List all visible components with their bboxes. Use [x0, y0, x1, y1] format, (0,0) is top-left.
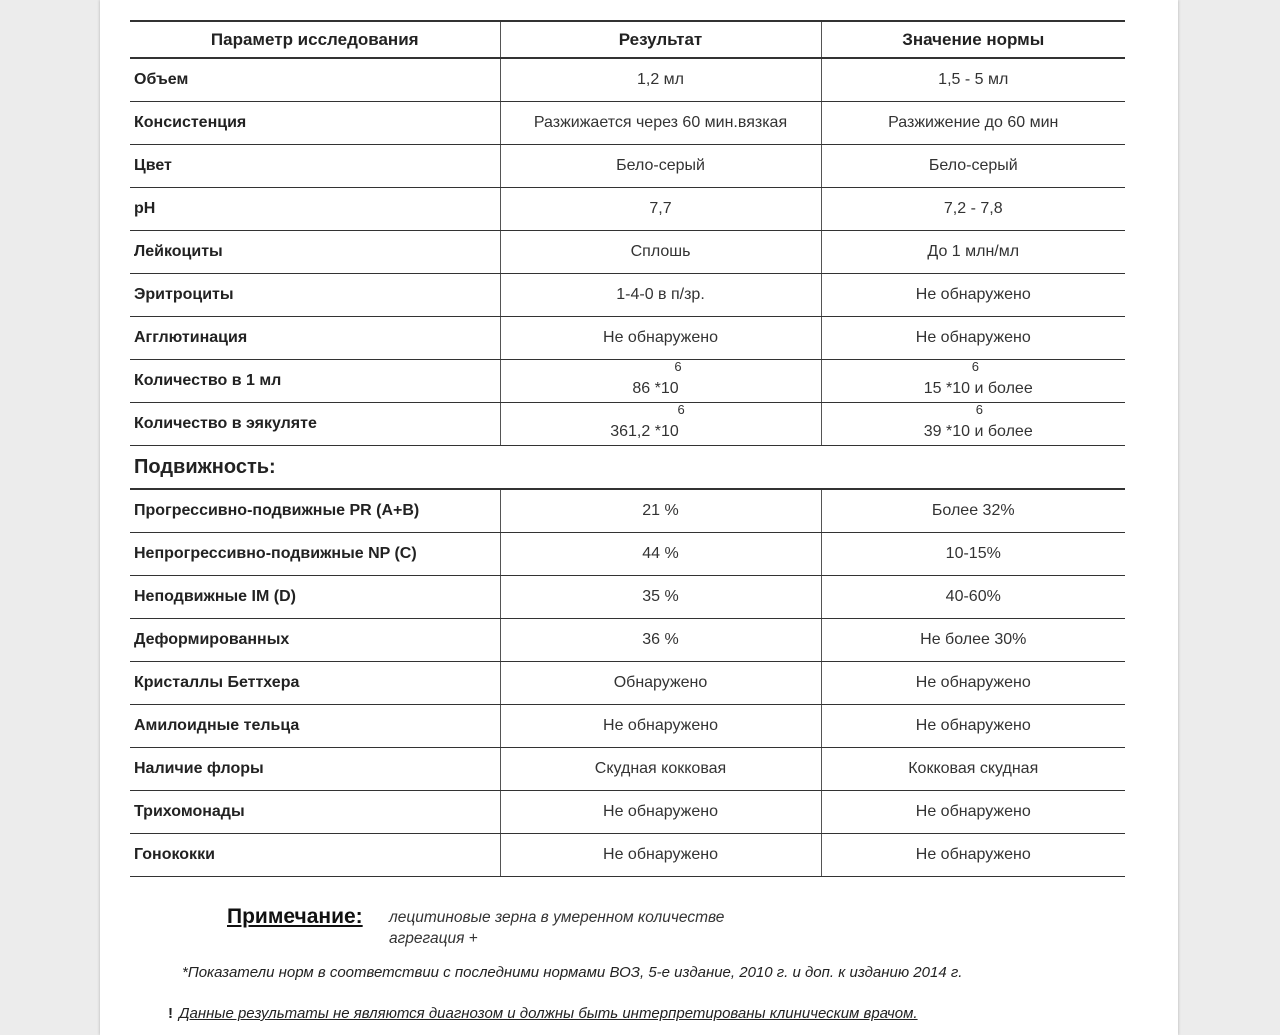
value-mantissa: 39 *10 — [923, 423, 971, 440]
section-title: Подвижность: — [130, 446, 1125, 490]
note-line: агрегация + — [389, 930, 478, 947]
row-norm: Не обнаружено — [821, 317, 1125, 360]
disclaimer — [168, 1005, 918, 1022]
scientific-value — [923, 402, 1033, 441]
value-exponent: 6 — [975, 402, 983, 417]
row-result: Разжижается через 60 мин.вязкая — [500, 102, 821, 145]
row-param: Амилоидные тельца — [130, 705, 500, 748]
value-exponent: 6 — [971, 359, 979, 374]
footnote: *Показатели норм в соответствии с последними нормами ВОЗ, 5-е издание, 2010 г. и доп. к изданию 2014 г. — [182, 964, 963, 981]
scientific-value — [610, 402, 685, 441]
table-row — [130, 274, 1125, 317]
row-norm: Более 32% — [821, 489, 1125, 533]
note-text — [389, 907, 724, 949]
table-row — [130, 533, 1125, 576]
note-line: лецитиновые зерна в умеренном количестве — [389, 909, 725, 926]
row-param: Наличие флоры — [130, 748, 500, 791]
row-result: Не обнаружено — [500, 791, 821, 834]
row-param: Консистенция — [130, 102, 500, 145]
row-norm: 40-60% — [821, 576, 1125, 619]
row-result: Обнаружено — [500, 662, 821, 705]
row-norm — [821, 360, 1125, 403]
value-exponent: 6 — [677, 402, 685, 417]
row-param: Непрогрессивно-подвижные NP (C) — [130, 533, 500, 576]
row-param: Количество в эякуляте — [130, 403, 500, 446]
table-row — [130, 619, 1125, 662]
row-norm: Не обнаружено — [821, 705, 1125, 748]
table-row — [130, 705, 1125, 748]
table-row — [130, 360, 1125, 403]
row-norm — [821, 403, 1125, 446]
row-norm: 10-15% — [821, 533, 1125, 576]
row-result: Не обнаружено — [500, 834, 821, 877]
row-param: pH — [130, 188, 500, 231]
value-mantissa: 86 *10 — [632, 380, 679, 397]
table-row — [130, 102, 1125, 145]
row-result: 36 % — [500, 619, 821, 662]
row-norm: Не обнаружено — [821, 834, 1125, 877]
table-row — [130, 834, 1125, 877]
scientific-value — [632, 359, 682, 398]
header-norm: Значение нормы — [821, 21, 1125, 58]
row-param: Трихомонады — [130, 791, 500, 834]
row-result: 1-4-0 в п/зр. — [500, 274, 821, 317]
table-header-row — [130, 21, 1125, 58]
row-result: Не обнаружено — [500, 317, 821, 360]
row-result: Не обнаружено — [500, 705, 821, 748]
row-norm: До 1 млн/мл — [821, 231, 1125, 274]
row-norm: Бело-серый — [821, 145, 1125, 188]
row-norm: Кокковая скудная — [821, 748, 1125, 791]
row-param: Кристаллы Беттхера — [130, 662, 500, 705]
results-table — [130, 20, 1125, 877]
value-exponent: 6 — [674, 359, 682, 374]
row-param: Агглютинация — [130, 317, 500, 360]
document-page — [100, 0, 1178, 1035]
row-param: Гонококки — [130, 834, 500, 877]
row-norm: Не более 30% — [821, 619, 1125, 662]
row-result: Сплошь — [500, 231, 821, 274]
table-row — [130, 58, 1125, 102]
table-row — [130, 489, 1125, 533]
table-row — [130, 403, 1125, 446]
table-row — [130, 317, 1125, 360]
row-result: 44 % — [500, 533, 821, 576]
row-param: Количество в 1 мл — [130, 360, 500, 403]
row-norm: Не обнаружено — [821, 274, 1125, 317]
header-result: Результат — [500, 21, 821, 58]
row-norm: Не обнаружено — [821, 791, 1125, 834]
table-row — [130, 231, 1125, 274]
table-row — [130, 662, 1125, 705]
value-suffix: и более — [974, 380, 1033, 397]
table-row — [130, 576, 1125, 619]
row-norm: Разжижение до 60 мин — [821, 102, 1125, 145]
value-mantissa: 361,2 *10 — [610, 423, 679, 440]
table-row — [130, 791, 1125, 834]
table-row — [130, 145, 1125, 188]
exclamation-mark: ! — [168, 1005, 173, 1022]
table-row — [130, 748, 1125, 791]
table-row — [130, 188, 1125, 231]
row-result: Бело-серый — [500, 145, 821, 188]
row-result: 7,7 — [500, 188, 821, 231]
header-parameter: Параметр исследования — [130, 21, 500, 58]
row-norm: 1,5 - 5 мл — [821, 58, 1125, 102]
row-norm: 7,2 - 7,8 — [821, 188, 1125, 231]
row-result — [500, 403, 821, 446]
row-result: 21 % — [500, 489, 821, 533]
row-param: Цвет — [130, 145, 500, 188]
row-norm: Не обнаружено — [821, 662, 1125, 705]
row-param: Лейкоциты — [130, 231, 500, 274]
note-label: Примечание: — [227, 905, 363, 928]
row-result: Скудная кокковая — [500, 748, 821, 791]
scientific-value — [923, 359, 1033, 398]
value-mantissa: 15 *10 — [923, 380, 971, 397]
value-suffix: и более — [974, 423, 1033, 440]
disclaimer-text: Данные результаты не являются диагнозом и должны быть интерпретированы клиническим врачом. — [179, 1005, 918, 1022]
row-result: 35 % — [500, 576, 821, 619]
row-param: Прогрессивно-подвижные PR (A+B) — [130, 489, 500, 533]
row-param: Объем — [130, 58, 500, 102]
row-param: Неподвижные IM (D) — [130, 576, 500, 619]
section-row — [130, 446, 1125, 490]
row-result — [500, 360, 821, 403]
row-param: Эритроциты — [130, 274, 500, 317]
row-result: 1,2 мл — [500, 58, 821, 102]
row-param: Деформированных — [130, 619, 500, 662]
